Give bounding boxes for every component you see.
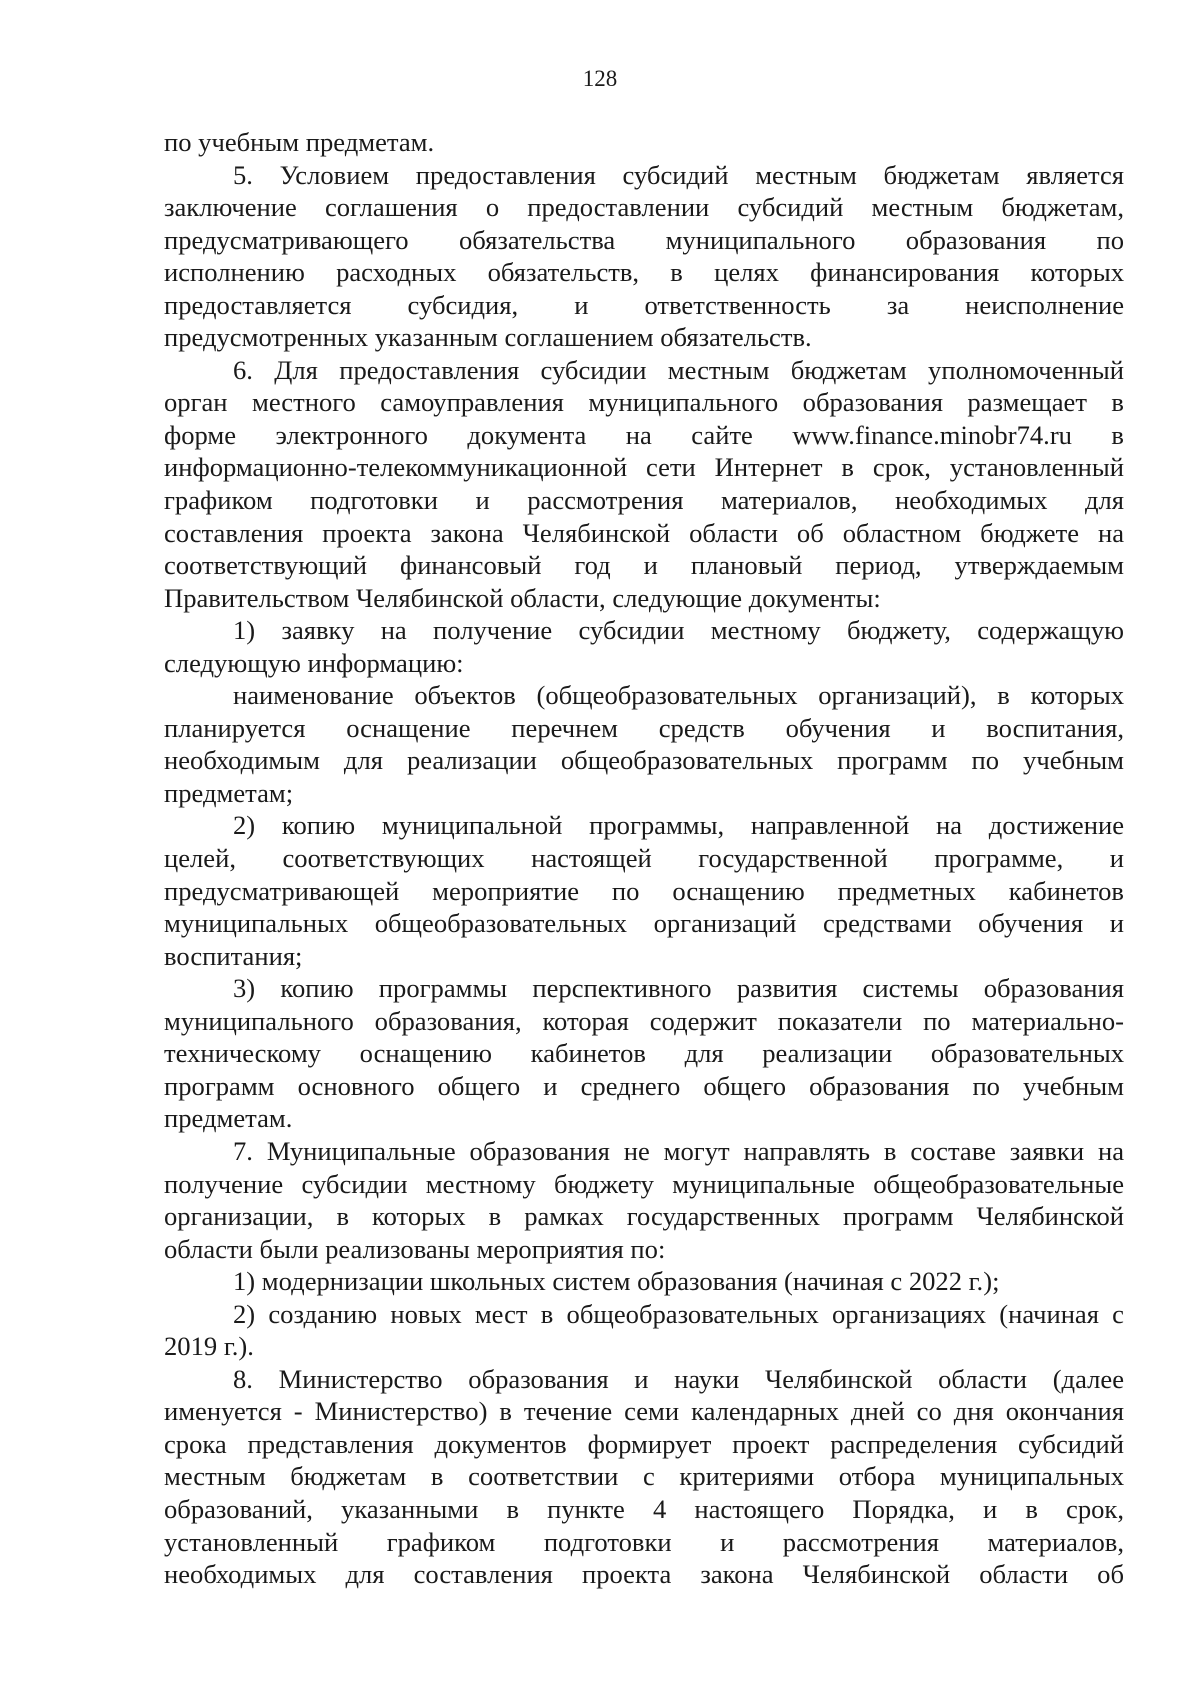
text-line: срока представления документов формирует проект распределения субсидий	[164, 1428, 1124, 1459]
text-line: предусматривающего обязательства муниципального образования по	[164, 224, 1124, 255]
text-line: форме электронного документа на сайте www.finance.minobr74.ru в	[164, 419, 1124, 450]
text-line: информационно-телекоммуникационной сети Интернет в срок, установленный	[164, 452, 1124, 483]
text-line: техническому оснащению кабинетов для реализации образовательных	[164, 1038, 1124, 1069]
text-line: 6. Для предоставления субсидии местным бюджетам уполномоченный	[233, 354, 1124, 385]
text-line: соответствующий финансовый год и плановый период, утверждаемым	[164, 550, 1124, 581]
text-line: 5. Условием предоставления субсидий местным бюджетам является	[233, 159, 1124, 190]
text-line: Правительством Челябинской области, следующие документы:	[164, 582, 881, 613]
text-line: предусмотренных указанным соглашением обязательств.	[164, 322, 812, 353]
document-body	[164, 126, 1124, 1591]
text-line: области были реализованы мероприятия по:	[164, 1233, 666, 1264]
text-line: муниципальных общеобразовательных организаций средствами обучения и	[164, 908, 1124, 939]
text-line: воспитания;	[164, 940, 303, 971]
text-line: получение субсидии местному бюджету муниципальные общеобразовательные	[164, 1168, 1124, 1199]
text-line: именуется - Министерство) в течение семи календарных дней со дня окончания	[164, 1396, 1124, 1427]
text-line: предметам;	[164, 777, 294, 808]
text-line: целей, соответствующих настоящей государственной программе, и	[164, 843, 1124, 874]
text-line: муниципального образования, которая содержит показатели по материально-	[164, 1005, 1124, 1036]
text-line: местным бюджетам в соответствии с критериями отбора муниципальных	[164, 1461, 1124, 1492]
text-line: составления проекта закона Челябинской области об областном бюджете на	[164, 517, 1124, 548]
text-line: заключение соглашения о предоставлении субсидий местным бюджетам,	[164, 192, 1124, 223]
text-line: организации, в которых в рамках государственных программ Челябинской	[164, 1201, 1124, 1232]
text-line: необходимых для составления проекта закона Челябинской области об	[164, 1559, 1124, 1590]
text-line: 2019 г.).	[164, 1331, 254, 1362]
text-line: по учебным предметам.	[164, 127, 435, 157]
text-line: 8. Министерство образования и науки Челябинской области (далее	[233, 1363, 1124, 1394]
text-line: планируется оснащение перечнем средств обучения и воспитания,	[164, 712, 1124, 743]
text-line: графиком подготовки и рассмотрения материалов, необходимых для	[164, 485, 1124, 516]
text-line: 7. Муниципальные образования не могут направлять в составе заявки на	[233, 1135, 1124, 1166]
text-line: предоставляется субсидия, и ответственность за неисполнение	[164, 289, 1124, 320]
text-line: образований, указанными в пункте 4 настоящего Порядка, и в срок,	[164, 1493, 1124, 1524]
text-line: исполнению расходных обязательств, в целях финансирования которых	[164, 257, 1124, 288]
text-line: следующую информацию:	[164, 647, 464, 678]
text-line: орган местного самоуправления муниципального образования размещает в	[164, 387, 1124, 418]
text-line: наименование объектов (общеобразовательных организаций), в которых	[233, 680, 1124, 711]
page-number: 128	[582, 66, 618, 91]
text-line: программ основного общего и среднего общего образования по учебным	[164, 1070, 1124, 1101]
text-line: 3) копию программы перспективного развития системы образования	[233, 973, 1124, 1004]
text-line: предусматривающей мероприятие по оснащению предметных кабинетов	[164, 875, 1124, 906]
text-line: 2) созданию новых мест в общеобразовательных организациях (начиная с	[233, 1298, 1124, 1329]
text-line: 1) заявку на получение субсидии местному бюджету, содержащую	[233, 615, 1124, 646]
text-line: необходимым для реализации общеобразовательных программ по учебным	[164, 745, 1124, 776]
text-line: установленный графиком подготовки и рассмотрения материалов,	[164, 1526, 1124, 1557]
text-line: 1) модернизации школьных систем образования (начиная с 2022 г.);	[233, 1266, 1000, 1297]
text-line: 2) копию муниципальной программы, направленной на достижение	[233, 810, 1124, 841]
text-line: предметам.	[164, 1103, 293, 1134]
